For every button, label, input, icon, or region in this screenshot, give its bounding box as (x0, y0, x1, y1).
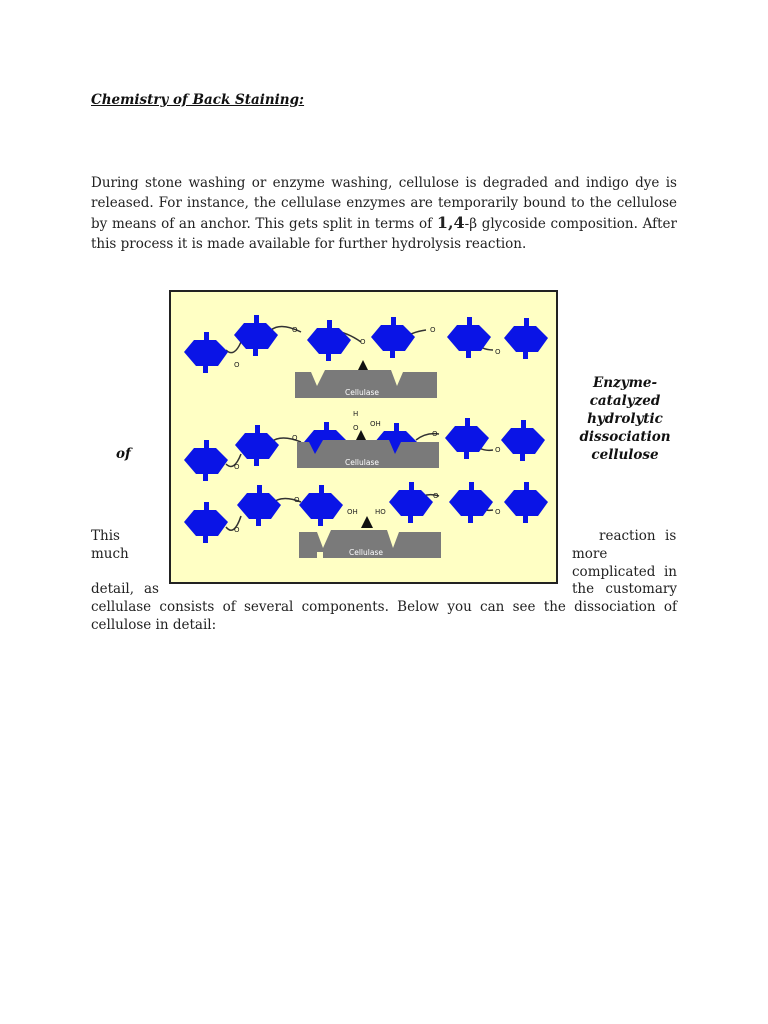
hydroxyl-label: OH (370, 420, 381, 428)
page-heading: Chemistry of Back Staining: (91, 92, 305, 108)
hydrolysis-diagram (169, 290, 558, 584)
caption-line: cellulose (591, 447, 659, 463)
intro-text-2: -β glycoside composition. After this process it is made available for further hydrolysis reaction. (91, 216, 677, 252)
oxygen-label: O (294, 496, 300, 504)
cellulose-chain-1 (184, 315, 548, 398)
oxygen-label: O (234, 526, 240, 534)
caption-line: dissociation (579, 429, 671, 445)
figure-caption (573, 374, 677, 464)
cellulose-chain-2 (184, 410, 545, 481)
cellulase-label: Cellulase (345, 388, 379, 397)
cellulase-label: Cellulase (345, 458, 379, 467)
caption-of: of (116, 446, 131, 462)
wrap-more: more (572, 546, 608, 562)
oxygen-label: O (353, 424, 359, 432)
caption-line: catalyzed (589, 393, 661, 409)
oxygen-label: O (234, 463, 240, 471)
hydrolysis-diagram-svg (171, 292, 556, 582)
cellulose-chain-3 (184, 482, 548, 558)
wrap-much: much (91, 546, 129, 562)
oxygen-label: O (234, 361, 240, 369)
split-hydroxyl-label: OH (347, 508, 358, 516)
wrap-detail: detail, as (91, 581, 159, 597)
oxygen-label: O (495, 508, 501, 516)
wrap-complicated: complicated in (572, 564, 677, 580)
oxygen-label: O (495, 446, 501, 454)
oxygen-label: O (433, 492, 439, 500)
oxygen-label: O (292, 434, 298, 442)
oxygen-label: O (495, 348, 501, 356)
oxygen-label: O (360, 338, 366, 346)
caption-line: Enzyme- (592, 375, 658, 391)
hydrogen-label: H (353, 410, 359, 418)
wrap-this: This (91, 528, 120, 544)
closing-paragraph: cellulase consists of several components. Below you can see the dissociation of cellulose in detail: (91, 599, 677, 633)
split-hydroxyl-label: HO (375, 508, 386, 516)
caption-line: hydrolytic (587, 411, 663, 427)
oxygen-label: O (432, 430, 438, 438)
oxygen-label: O (292, 326, 298, 334)
cellulase-label: Cellulase (349, 548, 383, 557)
wrap-customary: the customary (572, 581, 677, 597)
wrap-is: is (665, 528, 677, 544)
oxygen-label: O (430, 326, 436, 334)
intro-paragraph (91, 174, 677, 254)
intro-text-1: During stone washing or enzyme washing, cellulose is degraded and indigo dye is released. For instance, the cellulase enzymes are temporarily bound to the cellulose by means of an anchor. This gets split in terms of (91, 175, 677, 232)
bond-number: 1,4 (436, 213, 465, 232)
wrap-reaction: reaction (599, 528, 656, 544)
